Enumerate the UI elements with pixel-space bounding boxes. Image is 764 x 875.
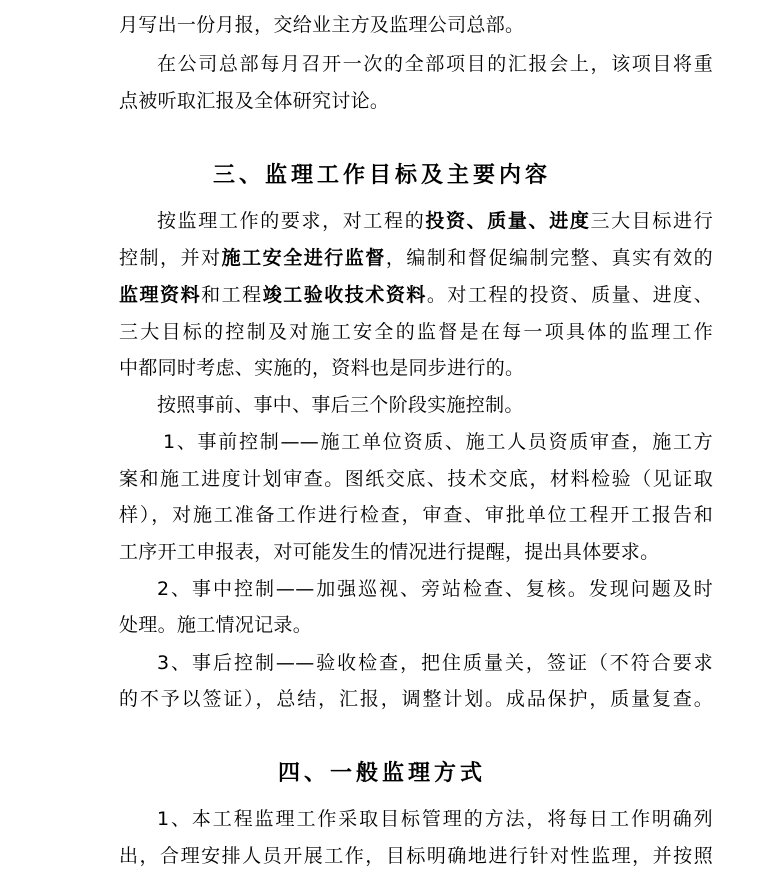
section-3-para-2: 按照事前、事中、事后三个阶段实施控制。 [157, 394, 524, 416]
item-1-line-1: 1、事前控制——施工单位资质、施工人员资质审查，施工方 [163, 431, 713, 453]
bold-targets: 投资、质量、进度 [425, 210, 591, 232]
section-4-para-1-line-1: 1、本工程监理工作采取目标管理的方法，将每日工作明确列 [157, 808, 713, 830]
text-span: 和工程 [201, 284, 263, 306]
text-span: 三大目标进行 [590, 210, 713, 232]
text-span: 。对工程的投资、质量、进度、 [426, 284, 714, 306]
bold-records: 监理资料 [119, 284, 202, 306]
intro-line-3: 点被听取汇报及全体研究讨论。 [119, 90, 390, 112]
section-3-para-1-line-5: 中都同时考虑、实施的，资料也是同步进行的。 [119, 357, 525, 379]
item-1-line-2: 案和施工进度计划审查。图纸交底、技术交底，材料检验（见证取 [119, 468, 713, 490]
intro-line-1: 月写出一份月报，交给业主方及监理公司总部。 [119, 14, 525, 36]
section-4-para-1-line-2: 出，合理安排人员开展工作，目标明确地进行针对性监理，并按照 [119, 845, 713, 867]
item-2-line-2: 处理。施工情况记录。 [119, 614, 313, 636]
text-span: 按监理工作的要求，对工程的 [157, 210, 426, 232]
bold-safety: 施工安全进行监督 [221, 247, 386, 269]
section-3-para-1-line-2 [119, 246, 713, 270]
text-span: ，编制和督促编制完整、真实有效的 [385, 247, 713, 269]
item-3-line-1: 3、事后控制——验收检查，把住质量关，签证（不符合要求 [157, 652, 713, 674]
item-2-line-1: 2、事中控制——加强巡视、旁站检查、复核。发现问题及时 [157, 578, 713, 600]
item-1-line-4: 工序开工申报表，对可能发生的情况进行提醒，提出具体要求。 [119, 541, 660, 563]
section-3-para-1-line-3 [119, 283, 713, 307]
section-4-title: 四、一般监理方式 [277, 760, 486, 786]
section-3-title: 三、监理工作目标及主要内容 [212, 162, 551, 188]
section-3-para-1-line-4: 三大目标的控制及对施工安全的监督是在每一项具体的监理工作 [119, 321, 713, 343]
section-3-para-1-line-1 [157, 209, 713, 233]
item-1-line-3: 样），对施工准备工作进行检查，审查、审批单位工程开工报告和 [119, 504, 713, 526]
intro-line-2: 在公司总部每月召开一次的全部项目的汇报会上，该项目将重 [157, 53, 713, 75]
bold-completion-docs: 竣工验收技术资料 [262, 284, 427, 306]
item-3-line-2: 的不予以签证），总结，汇报，调整计划。成品保护，质量复查。 [119, 688, 713, 710]
text-span: 控制，并对 [119, 247, 222, 269]
